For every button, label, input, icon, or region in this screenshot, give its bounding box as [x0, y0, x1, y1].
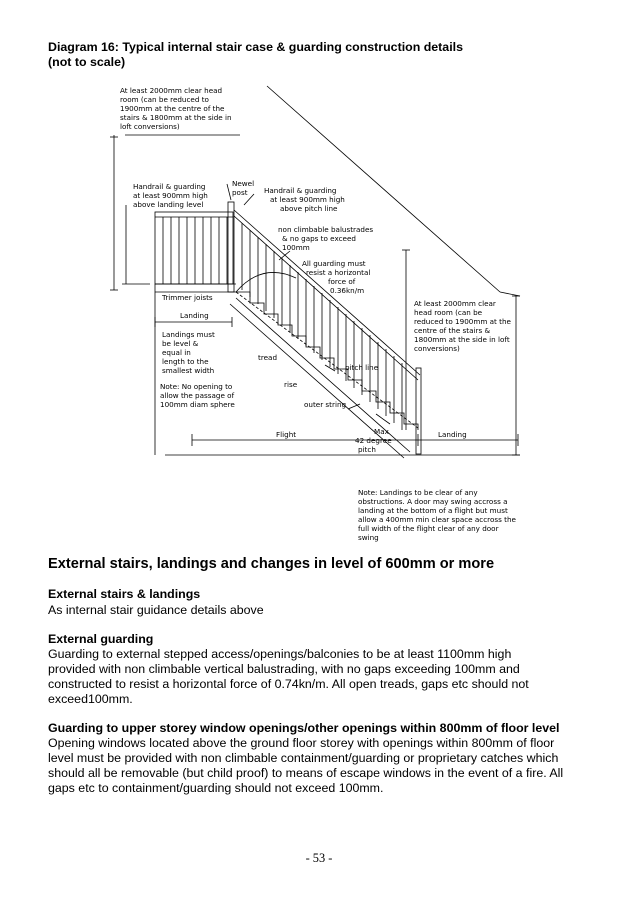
max-pitch-line: 42 degree [355, 436, 392, 445]
head-room-line: 1900mm at the centre of the [120, 104, 225, 113]
head-room-line: room (can be reduced to [120, 95, 209, 104]
note-opening-line: allow the passage of [160, 391, 235, 400]
handrail-landing-line: above landing level [133, 200, 204, 209]
trimmer-joists-label: Trimmer joists [162, 293, 213, 302]
landings-level-line: be level & [162, 339, 199, 348]
section-heading: External stairs, landings and changes in level of 600mm or more [48, 556, 495, 572]
guarding-force-label [302, 259, 373, 295]
head-room-right-line: conversions) [414, 344, 460, 353]
external-stairs-heading: External stairs & landings [48, 587, 201, 601]
landings-level-label [162, 330, 217, 375]
external-guarding-line: Guarding to external stepped access/openings/balconies to be at least 1100mm high [48, 647, 512, 661]
guarding-force-line: resist a horizontal [306, 268, 371, 277]
window-guarding-line: gaps etc to containment/guarding should not exceed 100mm. [48, 781, 384, 795]
balustrades-label [278, 225, 375, 252]
window-guarding-line: level must be provided with non climbable containment/guarding or proprietary catches which [48, 751, 559, 765]
balustrades-line: 100mm [282, 243, 310, 252]
window-guarding-line: Opening windows located above the ground floor storey with openings within 800mm of floor [48, 736, 555, 750]
max-pitch-label [355, 427, 394, 454]
handrail-landing-line: Handrail & guarding [133, 182, 206, 191]
note-landings-line: landing at the bottom of a flight but must [358, 506, 508, 515]
max-pitch-line: Max [374, 427, 389, 436]
landings-level-line: equal in [162, 348, 191, 357]
handrail-pitch-line: above pitch line [280, 204, 338, 213]
note-landings-line: obstructions. A door may swing accross a [358, 497, 508, 506]
landings-level-line: length to the [162, 357, 209, 366]
head-room-line: At least 2000mm clear head [120, 86, 223, 95]
note-landings-label [358, 488, 518, 542]
max-pitch-line: pitch [358, 445, 376, 454]
note-landings-line: Note: Landings to be clear of any [358, 488, 478, 497]
note-landings-line: swing [358, 533, 379, 542]
balustrades-line: & no gaps to exceed [282, 234, 356, 243]
diagram-title-line: Diagram 16: Typical internal stair case & guarding construction details [48, 40, 463, 54]
handrail-pitch-label [264, 186, 347, 213]
note-landings-line: full width of the flight clear of any door [358, 524, 499, 533]
newel-post-line: post [232, 188, 248, 197]
window-guarding-line: should all be removable (but child proof) to means of escape windows in the event of a fire. All [48, 766, 564, 780]
note-opening-label [160, 382, 236, 409]
head-room-note-top [120, 86, 234, 131]
head-room-right-line: 1800mm at the side in loft [414, 335, 510, 344]
flight-label: Flight [276, 430, 297, 439]
landings-level-line: smallest width [162, 366, 215, 375]
head-room-line: stairs & 1800mm at the side in [120, 113, 232, 122]
external-guarding-line: constructed to resist a horizontal force of 0.74kn/m. All open treads, gaps etc should not [48, 677, 529, 691]
head-room-right-line: head room (can be [414, 308, 483, 317]
guarding-force-line: force of [328, 277, 356, 286]
head-room-right-line: reduced to 1900mm at the [414, 317, 511, 326]
tread-label: tread [258, 353, 278, 362]
note-opening-line: 100mm diam sphere [160, 400, 235, 409]
window-guarding-heading: Guarding to upper storey window openings/other openings within 800mm of floor level [48, 721, 560, 735]
landings-level-line: Landings must [162, 330, 215, 339]
outer-string-label: outer string [304, 400, 347, 409]
head-room-line: loft conversions) [120, 122, 180, 131]
handrail-pitch-line: at least 900mm high [270, 195, 345, 204]
handrail-landing-line: at least 900mm high [133, 191, 208, 200]
external-guarding-line: exceed100mm. [48, 692, 133, 706]
handrail-landing-label [133, 182, 210, 209]
handrail-pitch-line: Handrail & guarding [264, 186, 337, 195]
page-number: - 53 - [305, 851, 333, 865]
note-opening-line: Note: No opening to [160, 382, 233, 391]
external-stairs-text: As internal stair guidance details above [48, 603, 264, 617]
head-room-right-line: centre of the stairs & [414, 326, 491, 335]
newel-post-label [232, 179, 256, 197]
external-guarding-heading: External guarding [48, 632, 154, 646]
newel-post-line: Newel [232, 179, 255, 188]
landing-label: Landing [180, 311, 209, 320]
guarding-force-line: All guarding must [302, 259, 366, 268]
pitch-line-label: pitch line [345, 363, 379, 372]
external-guarding-line: provided with non climbable vertical balustrading, with no gaps exceeding 100mm and [48, 662, 520, 676]
guarding-force-line: 0.36kn/m [330, 286, 365, 295]
rise-label: rise [284, 380, 298, 389]
diagram-title-subline: (not to scale) [48, 55, 126, 69]
landing-bottom-label: Landing [438, 430, 467, 439]
note-landings-line: allow a 400mm min clear space accross the [358, 515, 516, 524]
balustrades-line: non climbable balustrades [278, 225, 374, 234]
head-room-note-right [414, 299, 513, 353]
head-room-right-line: At least 2000mm clear [414, 299, 496, 308]
